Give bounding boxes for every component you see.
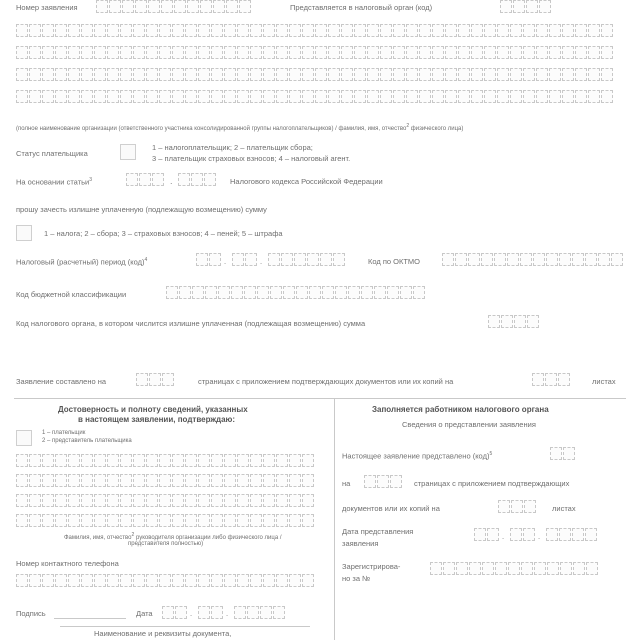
overpaid-authority-cells[interactable]: [488, 315, 540, 328]
date-month-cells[interactable]: [198, 606, 224, 619]
signature-label: Подпись: [16, 609, 46, 618]
left-panel-title-1: Достоверность и полноту сведений, указанных: [58, 405, 248, 414]
document-label: Наименование и реквизиты документа,: [94, 629, 232, 638]
pages-middle-text: страницах с приложением подтверждающих документов или их копий на: [198, 377, 454, 386]
payer-name-row-1[interactable]: [16, 24, 614, 37]
sheets-cells[interactable]: [532, 373, 571, 386]
right-pages-cells[interactable]: [364, 475, 403, 488]
phone-cells[interactable]: [16, 574, 315, 587]
article-dot: .: [170, 176, 173, 186]
date-dot-1: .: [190, 609, 193, 618]
pages-label: Заявление составлено на: [16, 377, 107, 386]
period-label: Налоговый (расчетный) период (код)$^4$: [16, 257, 148, 267]
period-dot-2: .: [260, 257, 263, 266]
right-pages-text: страницах с приложением подтверждающих: [414, 479, 570, 488]
tax-authority-label: Представляется в налоговый орган (код): [290, 3, 433, 12]
article-label: На основании статьи$^3$: [16, 177, 93, 187]
request-text: прошу зачесть излишне уплаченную (подлежащую возмещению) сумму: [16, 205, 267, 214]
payer-status-options-1: 1 – налогоплательщик; 2 – плательщик сбора;: [152, 143, 313, 152]
right-date-day-cells[interactable]: [474, 528, 500, 541]
signature-line[interactable]: [54, 618, 126, 619]
date-label: Дата: [136, 609, 153, 618]
registered-label-1: Зарегистрирова-: [342, 562, 401, 571]
confirmer-caption: Фамилия, имя, отчество$^2$ руководителя организации либо физического лица /: [64, 532, 282, 541]
registration-number-cells[interactable]: [430, 562, 599, 575]
right-date-year-cells[interactable]: [546, 528, 598, 541]
payer-status-label: Статус плательщика: [16, 149, 88, 158]
payer-status-box[interactable]: [120, 144, 136, 160]
phone-label: Номер контактного телефона: [16, 559, 119, 568]
registered-label-2: но за №: [342, 574, 371, 583]
right-sheets-label: листах: [552, 504, 576, 513]
right-docs-text: документов или их копий на: [342, 504, 440, 513]
submitted-label: Настоящее заявление представлено (код)$^5$: [342, 451, 493, 461]
right-panel-subtitle: Сведения о представлении заявления: [402, 420, 536, 429]
right-date-dot-2: .: [538, 532, 541, 541]
confirmer-caption-2: представителя полностью): [128, 541, 204, 547]
payment-type-box[interactable]: [16, 225, 32, 241]
confirmer-option-2: 2 – представитель плательщика: [42, 438, 132, 444]
date-dot-2: .: [226, 609, 229, 618]
date-submitted-label-2: заявления: [342, 539, 379, 548]
period-cells-2[interactable]: [232, 253, 258, 266]
confirmer-option-1: 1 – плательщик: [42, 430, 86, 436]
right-sheets-cells[interactable]: [498, 500, 537, 513]
payment-type-options: 1 – налога; 2 – сбора; 3 – страховых взносов; 4 – пеней; 5 – штрафа: [44, 229, 283, 238]
date-submitted-label-1: Дата представления: [342, 527, 414, 536]
statement-number-cells[interactable]: [96, 0, 252, 13]
payer-name-row-4[interactable]: [16, 90, 614, 103]
period-dot-1: .: [224, 257, 227, 266]
right-date-month-cells[interactable]: [510, 528, 536, 541]
confirmer-name-row-3[interactable]: [16, 494, 315, 507]
on-label: на: [342, 479, 351, 488]
section-divider: [14, 398, 626, 399]
payer-name-row-3[interactable]: [16, 68, 614, 81]
confirmer-name-row-2[interactable]: [16, 474, 315, 487]
payer-name-row-2[interactable]: [16, 46, 614, 59]
confirmer-type-box[interactable]: [16, 430, 32, 446]
confirmer-name-row-1[interactable]: [16, 454, 315, 467]
tax-authority-code-cells[interactable]: [500, 0, 552, 13]
period-cells-3[interactable]: [268, 253, 346, 266]
payer-name-caption: (полное наименование организации (ответственного участника консолидированной группы налогоплательщиков) / фамилия, имя, отчество$^2$ физического лица): [16, 123, 464, 132]
oktmo-label: Код по ОКТМО: [368, 257, 421, 266]
date-year-cells[interactable]: [234, 606, 286, 619]
document-line: [60, 626, 310, 627]
confirmer-name-row-4[interactable]: [16, 514, 315, 527]
date-day-cells[interactable]: [162, 606, 188, 619]
left-panel-title-2: в настоящем заявлении, подтверждаю:: [78, 415, 236, 424]
article-cells-2[interactable]: [178, 173, 217, 186]
statement-number-label: Номер заявления: [16, 3, 78, 12]
right-panel-title: Заполняется работником налогового органа: [372, 405, 549, 414]
article-suffix: Налогового кодекса Российской Федерации: [230, 177, 383, 186]
oktmo-cells[interactable]: [442, 253, 624, 266]
sheets-label: листах: [592, 377, 616, 386]
pages-cells[interactable]: [136, 373, 175, 386]
kbk-label: Код бюджетной классификации: [16, 290, 127, 299]
kbk-cells[interactable]: [166, 286, 426, 299]
right-date-dot-1: .: [502, 532, 505, 541]
submitted-code-cells[interactable]: [550, 447, 576, 460]
article-cells-1[interactable]: [126, 173, 165, 186]
period-cells-1[interactable]: [196, 253, 222, 266]
overpaid-authority-label: Код налогового органа, в котором числится излишне уплаченная (подлежащая возмещению) сумма: [16, 319, 366, 328]
payer-status-options-2: 3 – плательщик страховых взносов; 4 – налоговый агент.: [152, 154, 351, 163]
panel-divider: [334, 398, 335, 640]
